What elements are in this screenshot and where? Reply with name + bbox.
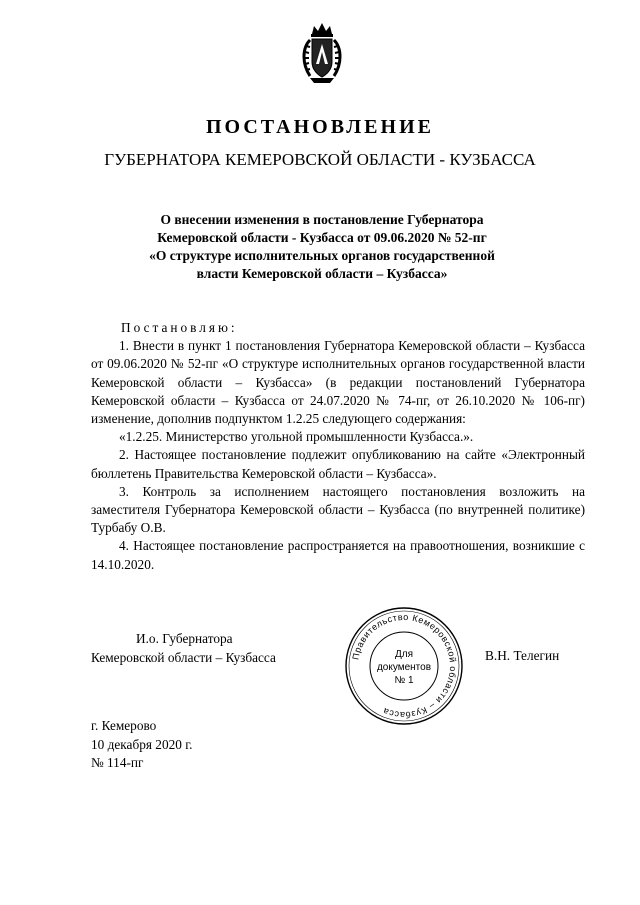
official-stamp — [343, 605, 465, 727]
stamp-center-line: Для — [394, 649, 414, 660]
stamp-center-line: № 1 — [394, 675, 414, 686]
signatory-position — [91, 630, 311, 667]
heading-line: Кемеровской области - Кузбасса от 09.06.2020 № 52-пг — [157, 230, 487, 245]
issuer-subtitle: ГУБЕРНАТОРА КЕМЕРОВСКОЙ ОБЛАСТИ - КУЗБАССА — [104, 150, 536, 169]
stamp-center-line: документов — [376, 662, 432, 673]
stamp-ring-text: Правительство Кемеровской области – Кузбасса — [350, 611, 459, 721]
paragraph-quote: «1.2.25. Министерство угольной промышленности Кузбасса.». — [119, 429, 474, 445]
document-heading — [120, 211, 524, 283]
paragraph-3: 3. Контроль за исполнением настоящего постановления возложить на заместителя Губернатора Кемеровской области – Кузбасса (по внутренней политике) Турбабу О.В. — [91, 483, 585, 536]
paragraph-1: 1. Внести в пункт 1 постановления Губернатора Кемеровской области – Кузбасса от 09.06.2020 № 52-пг «О структуре исполнительных органов государственной власти Кемеровской области – Кузбасса» (в редакции постановлений Губернатора Кемеровской области – Кузбасса от 24.07.2020 № 74-пг, от 26.10.2020 № 106-пг) изменение, дополнив подпунктом 1.2.25 следующего содержания: — [91, 338, 585, 427]
heading-line: «О структуре исполнительных органов государственной — [149, 248, 495, 263]
document-body — [91, 319, 585, 574]
paragraph-2: 2. Настоящее постановление подлежит опубликованию на сайте «Электронный бюллетень Правительства Кемеровской области – Кузбасса». — [91, 447, 585, 481]
document-title: ПОСТАНОВЛЕНИЕ — [206, 116, 434, 138]
decree-lead: Постановляю: — [121, 320, 238, 335]
place-date-number — [91, 717, 193, 773]
signatory-name: В.Н. Телегин — [485, 648, 560, 663]
date: 10 декабря 2020 г. — [91, 736, 193, 752]
paragraph-4: 4. Настоящее постановление распространяется на правоотношения, возникшие с 14.10.2020. — [91, 538, 585, 572]
position-line: Кемеровской области – Кузбасса — [91, 649, 276, 665]
heading-line: власти Кемеровской области – Кузбасса» — [196, 266, 448, 281]
city: г. Кемерово — [91, 718, 157, 733]
position-line: И.о. Губернатора — [136, 631, 233, 646]
coat-of-arms-emblem — [300, 20, 344, 86]
heading-line: О внесении изменения в постановление Губернатора — [160, 212, 484, 227]
document-number: № 114-пг — [91, 755, 144, 770]
